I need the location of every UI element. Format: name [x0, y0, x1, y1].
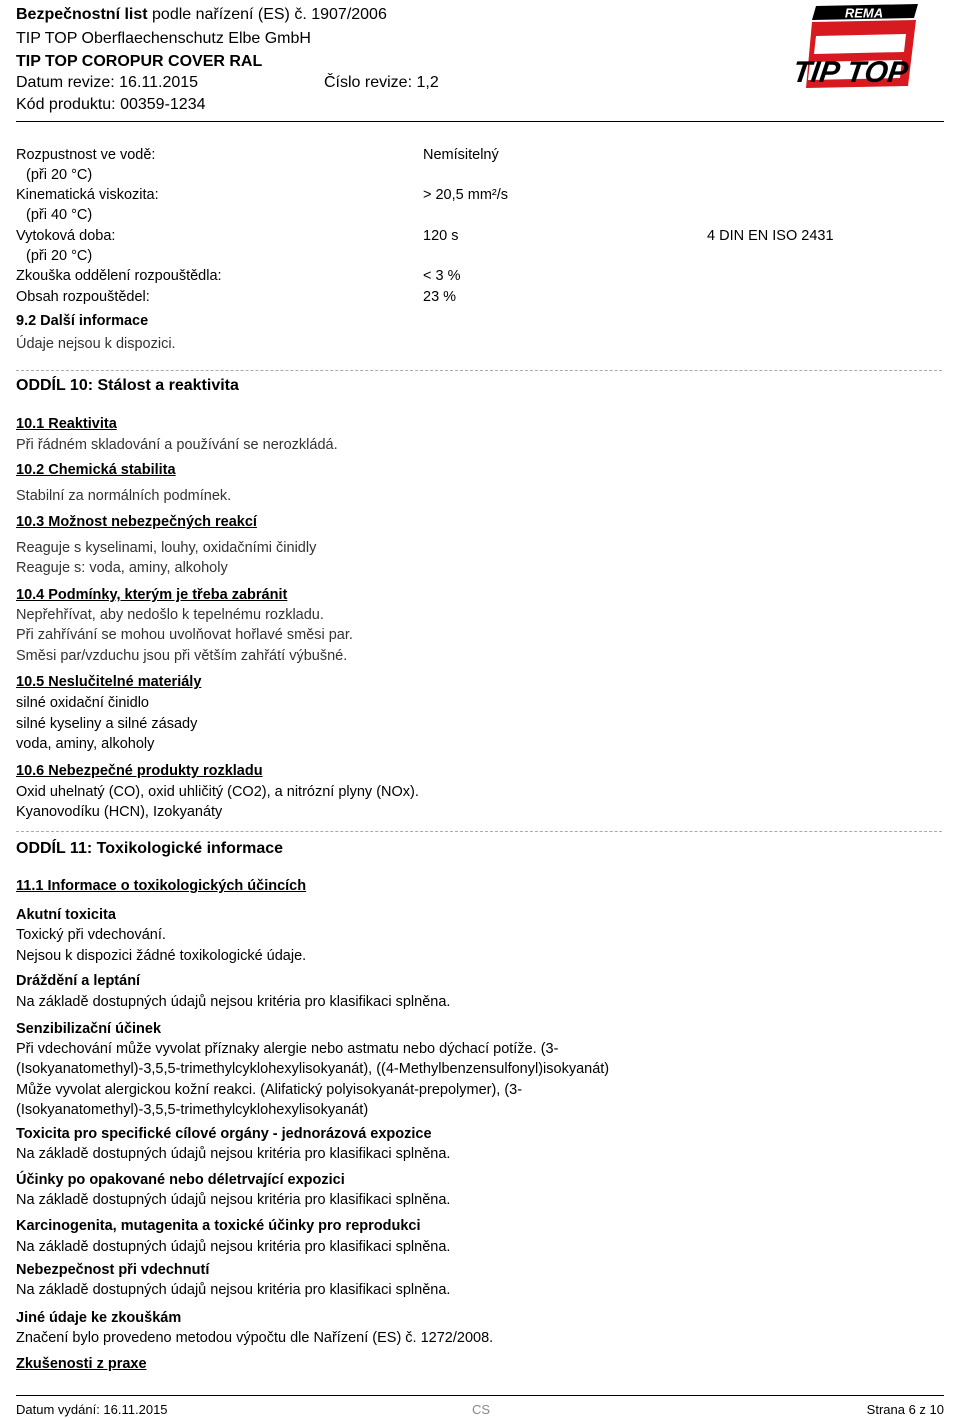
sensitization-line: (Isokyanatomethyl)-3,5,5-trimethylcyklohexylisokyanát), ((4-Methylbenzensulfonyl)isokyanát)	[16, 1061, 610, 1077]
text-10-3-line: Reaguje s: voda, aminy, alkoholy	[16, 560, 228, 576]
subsection-title-11-1: 11.1 Informace o toxikologických účincích	[16, 878, 307, 894]
cmr-text: Na základě dostupných údajů nejsou kritéria pro klasifikaci splněna.	[16, 1239, 451, 1255]
footer-rule	[16, 1395, 944, 1396]
prop-label: Obsah rozpouštědel:	[16, 289, 150, 305]
sensitization-line: Může vyvolat alergickou kožní reakci. (Alifatický polyisokyanát-prepolymer), (3-	[16, 1082, 523, 1098]
regulation: podle nařízení (ES) č. 1907/2006	[152, 6, 387, 23]
text-10-3-line: Reaguje s kyselinami, louhy, oxidačními činidly	[16, 540, 317, 556]
doc-type: Bezpečnostní list	[16, 6, 148, 23]
subsection-title-10-1: 10.1 Reaktivita	[16, 416, 117, 432]
irritation-text: Na základě dostupných údajů nejsou kritéria pro klasifikaci splněna.	[16, 994, 451, 1010]
text-10-4-line: Nepřehřívat, aby nedošlo k tepelnému rozkladu.	[16, 607, 324, 623]
text-10-1: Při řádném skladování a používání se nerozkládá.	[16, 437, 338, 453]
header-rule	[16, 121, 944, 122]
acute-toxicity-line: Nejsou k dispozici žádné toxikologické údaje.	[16, 948, 307, 964]
prop-sub: (při 20 °C)	[26, 248, 93, 264]
irritation-title: Dráždění a leptání	[16, 973, 141, 989]
subsection-title-10-6: 10.6 Nebezpečné produkty rozkladu	[16, 763, 263, 779]
section-divider	[16, 370, 942, 371]
text-10-2: Stabilní za normálních podmínek.	[16, 488, 232, 504]
revision-date: Datum revize: 16.11.2015	[16, 74, 199, 91]
subsection-title-10-2: 10.2 Chemická stabilita	[16, 462, 176, 478]
other-tests-title: Jiné údaje ke zkouškám	[16, 1310, 182, 1326]
prop-label: Vytoková doba:	[16, 228, 116, 244]
subsection-title-10-3: 10.3 Možnost nebezpečných reakcí	[16, 514, 257, 530]
text-10-5-line: voda, aminy, alkoholy	[16, 736, 155, 752]
issue-date: Datum vydání: 16.11.2015	[16, 1402, 168, 1417]
cmr-title: Karcinogenita, mutagenita a toxické účinky pro reprodukci	[16, 1218, 421, 1234]
sensitization-title: Senzibilizační účinek	[16, 1021, 162, 1037]
language-code: CS	[472, 1402, 491, 1417]
text-10-5-line: silné oxidační činidlo	[16, 695, 149, 711]
section-divider	[16, 831, 942, 832]
text-10-4-line: Směsi par/vzduchu jsou při větším zahřátí výbušné.	[16, 648, 348, 664]
prop-value: 23 %	[423, 289, 457, 305]
prop-value: > 20,5 mm²/s	[423, 187, 509, 203]
product-name: TIP TOP COROPUR COVER RAL	[16, 53, 263, 70]
prop-sub: (při 20 °C)	[26, 167, 93, 183]
stot-single-title: Toxicita pro specifické cílové orgány - jednorázová expozice	[16, 1126, 432, 1142]
prop-label: Zkouška oddělení rozpouštědla:	[16, 268, 222, 284]
stot-single-text: Na základě dostupných údajů nejsou kritéria pro klasifikaci splněna.	[16, 1146, 451, 1162]
prop-method: 4 DIN EN ISO 2431	[707, 228, 834, 244]
subsection-title-9-2: 9.2 Další informace	[16, 313, 149, 329]
prop-label: Kinematická viskozita:	[16, 187, 159, 203]
acute-toxicity-title: Akutní toxicita	[16, 907, 116, 923]
text-10-4-line: Při zahřívání se mohou uvolňovat hořlavé směsi par.	[16, 627, 353, 643]
revision-number: Číslo revize: 1,2	[324, 74, 439, 91]
company-name: TIP TOP Oberflaechenschutz Elbe GmbH	[16, 30, 311, 47]
rema-tip-top-logo	[790, 4, 918, 89]
practical-experience-title: Zkušenosti z praxe	[16, 1356, 147, 1372]
page-number: Strana 6 z 10	[866, 1402, 944, 1417]
stot-repeated-text: Na základě dostupných údajů nejsou kritéria pro klasifikaci splněna.	[16, 1192, 451, 1208]
section-10-heading: ODDÍL 10: Stálost a reaktivita	[16, 377, 239, 394]
text-10-6-line: Oxid uhelnatý (CO), oxid uhličitý (CO2), a nitrózní plyny (NOx).	[16, 784, 419, 800]
acute-toxicity-line: Toxický při vdechování.	[16, 927, 166, 943]
product-code: Kód produktu: 00359-1234	[16, 96, 206, 113]
stot-repeated-title: Účinky po opakované nebo déletrvající expozici	[16, 1172, 345, 1188]
text-10-6-line: Kyanovodíku (HCN), Izokyanáty	[16, 804, 223, 820]
document-header	[0, 0, 960, 122]
logo-text-top: REMA	[844, 5, 884, 21]
prop-value: Nemísitelný	[423, 147, 499, 163]
header-line-1	[16, 5, 387, 25]
subsection-title-10-4: 10.4 Podmínky, kterým je třeba zabránit	[16, 587, 288, 603]
aspiration-text: Na základě dostupných údajů nejsou kritéria pro klasifikaci splněna.	[16, 1282, 451, 1298]
section-11-heading: ODDÍL 11: Toxikologické informace	[16, 840, 284, 857]
other-tests-text: Značení bylo provedeno metodou výpočtu dle Nařízení (ES) č. 1272/2008.	[16, 1330, 494, 1346]
sensitization-line: (Isokyanatomethyl)-3,5,5-trimethylcyklohexylisokyanát)	[16, 1102, 369, 1118]
prop-label: Rozpustnost ve vodě:	[16, 147, 156, 163]
logo-text-bottom: TIP TOP	[790, 56, 911, 89]
prop-sub: (při 40 °C)	[26, 207, 93, 223]
prop-value: 120 s	[423, 228, 459, 244]
subsection-title-10-5: 10.5 Neslučitelné materiály	[16, 674, 202, 690]
text-9-2: Údaje nejsou k dispozici.	[16, 336, 176, 352]
sensitization-line: Při vdechování může vyvolat příznaky alergie nebo astmatu nebo dýchací potíže. (3-	[16, 1041, 559, 1057]
prop-value: < 3 %	[423, 268, 461, 284]
text-10-5-line: silné kyseliny a silné zásady	[16, 716, 198, 732]
aspiration-title: Nebezpečnost při vdechnutí	[16, 1262, 210, 1278]
